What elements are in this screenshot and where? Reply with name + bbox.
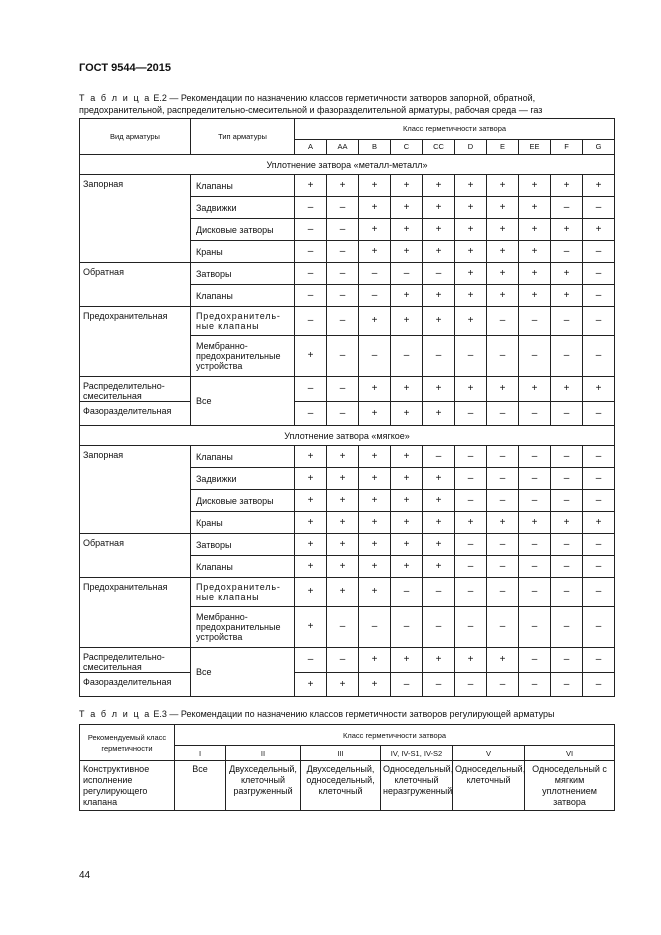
class-value: –	[391, 578, 423, 607]
class-value: +	[295, 534, 327, 556]
class-value: –	[327, 197, 359, 219]
valve-type: Задвижки	[191, 197, 295, 219]
class-value: –	[519, 468, 551, 490]
table-row	[80, 175, 615, 197]
valve-kind: Предохранительная	[80, 307, 191, 377]
section-title: Уплотнение затвора «мягкое»	[80, 426, 615, 446]
class-value: +	[423, 648, 455, 673]
class-value: –	[327, 402, 359, 426]
valve-kind: Предохранительная	[80, 578, 191, 648]
class-value: +	[455, 241, 487, 263]
class-value: +	[295, 446, 327, 468]
class-value: –	[551, 673, 583, 697]
class-value: +	[359, 219, 391, 241]
class-value: –	[423, 673, 455, 697]
class-value: +	[455, 377, 487, 402]
class-value: +	[423, 490, 455, 512]
class-value: +	[455, 219, 487, 241]
class-value: +	[391, 490, 423, 512]
class-value: –	[327, 648, 359, 673]
class-header: F	[551, 140, 583, 155]
class-value: +	[327, 673, 359, 697]
class-value: –	[295, 402, 327, 426]
class-value: +	[455, 307, 487, 336]
valve-kind: Запорная	[80, 446, 191, 534]
class-value: –	[327, 241, 359, 263]
valve-type: Мембранно-предохранительные устройства	[191, 336, 295, 377]
table-row	[80, 648, 615, 673]
valve-type: Предохранитель-ные клапаны	[191, 307, 295, 336]
table-title: — Рекомендации по назначению классов герметичности затворов запорной, обратной, предохранительной, распределительно-смесительной и фазоразделительной арматуры, рабочая среда — газ	[79, 93, 543, 115]
class-header: II	[226, 746, 301, 761]
valve-type: Клапаны	[191, 175, 295, 197]
class-value: –	[551, 468, 583, 490]
class-value: +	[359, 402, 391, 426]
class-value: +	[423, 307, 455, 336]
class-value: –	[551, 556, 583, 578]
class-value: –	[487, 446, 519, 468]
class-value: +	[391, 556, 423, 578]
class-value: +	[487, 241, 519, 263]
class-value: –	[455, 402, 487, 426]
table-e2-caption	[79, 92, 615, 116]
class-value: –	[551, 241, 583, 263]
class-value: –	[423, 578, 455, 607]
class-value: –	[551, 490, 583, 512]
class-value: –	[519, 556, 551, 578]
class-header: G	[583, 140, 615, 155]
class-value: +	[359, 556, 391, 578]
class-value: –	[295, 197, 327, 219]
class-value: +	[295, 578, 327, 607]
class-value: –	[551, 534, 583, 556]
document-code: ГОСТ 9544—2015	[79, 62, 172, 74]
valve-kind: Запорная	[80, 175, 191, 263]
class-value: –	[487, 578, 519, 607]
table-e2	[79, 118, 615, 697]
class-value: –	[359, 285, 391, 307]
class-value: +	[391, 468, 423, 490]
class-value: +	[359, 307, 391, 336]
class-value: –	[295, 285, 327, 307]
class-value: –	[519, 336, 551, 377]
class-value: –	[455, 578, 487, 607]
class-value: –	[295, 377, 327, 402]
class-value: –	[359, 607, 391, 648]
class-value: –	[583, 285, 615, 307]
class-value: +	[359, 673, 391, 697]
class-value: –	[391, 336, 423, 377]
table-number: Е.2	[150, 93, 167, 103]
class-header: I	[175, 746, 226, 761]
class-value: –	[455, 673, 487, 697]
class-value: –	[583, 263, 615, 285]
col-header-class: Класс герметичности затвора	[175, 725, 615, 746]
valve-kind: Фазоразделительная	[80, 402, 191, 426]
class-value: +	[327, 534, 359, 556]
class-value: +	[359, 648, 391, 673]
class-value: +	[423, 175, 455, 197]
class-value: +	[391, 512, 423, 534]
class-value: +	[295, 336, 327, 377]
class-header: AA	[327, 140, 359, 155]
class-value: –	[583, 241, 615, 263]
valve-kind: Обратная	[80, 534, 191, 578]
class-value: –	[551, 197, 583, 219]
valve-type: Клапаны	[191, 556, 295, 578]
valve-kind: Обратная	[80, 263, 191, 307]
class-value: +	[359, 512, 391, 534]
table-row	[80, 446, 615, 468]
class-value: –	[551, 336, 583, 377]
design-value: Односедельный, клеточный	[453, 761, 525, 811]
class-value: +	[391, 285, 423, 307]
class-value: –	[391, 607, 423, 648]
class-value: +	[519, 377, 551, 402]
class-value: –	[327, 285, 359, 307]
class-value: +	[423, 556, 455, 578]
class-value: +	[519, 219, 551, 241]
class-value: +	[487, 512, 519, 534]
class-value: –	[583, 534, 615, 556]
class-value: +	[583, 175, 615, 197]
design-value: Односедельный, клеточный неразгруженный	[381, 761, 453, 811]
table-number: Е.3	[150, 709, 167, 719]
table-row	[80, 761, 615, 811]
class-value: +	[391, 175, 423, 197]
class-value: +	[391, 219, 423, 241]
design-value: Все	[175, 761, 226, 811]
class-value: –	[295, 648, 327, 673]
class-value: +	[455, 263, 487, 285]
class-value: +	[295, 607, 327, 648]
class-value: +	[455, 285, 487, 307]
class-value: –	[455, 534, 487, 556]
class-value: +	[487, 648, 519, 673]
valve-type: Мембранно-предохранительные устройства	[191, 607, 295, 648]
class-value: –	[423, 336, 455, 377]
class-header: C	[391, 140, 423, 155]
class-value: +	[423, 377, 455, 402]
page-number: 44	[79, 870, 91, 881]
class-value: +	[583, 377, 615, 402]
class-value: –	[583, 648, 615, 673]
class-value: –	[423, 446, 455, 468]
class-header: E	[487, 140, 519, 155]
section-row	[80, 426, 615, 446]
table-row	[80, 578, 615, 607]
class-value: –	[487, 307, 519, 336]
class-value: +	[423, 285, 455, 307]
class-value: +	[359, 578, 391, 607]
class-header: B	[359, 140, 391, 155]
class-value: –	[455, 490, 487, 512]
class-value: +	[551, 512, 583, 534]
class-value: –	[583, 673, 615, 697]
class-value: –	[583, 197, 615, 219]
class-value: +	[391, 377, 423, 402]
class-header: VI	[525, 746, 615, 761]
class-value: +	[455, 512, 487, 534]
class-value: –	[519, 534, 551, 556]
class-value: –	[487, 556, 519, 578]
row-label: Конструктивное исполнение регулирующего клапана	[80, 761, 175, 811]
class-value: +	[327, 446, 359, 468]
class-value: +	[551, 285, 583, 307]
class-value: +	[295, 673, 327, 697]
class-value: –	[423, 263, 455, 285]
valve-type: Все	[191, 377, 295, 426]
valve-type: Предохранитель-ные клапаны	[191, 578, 295, 607]
table-row	[80, 377, 615, 402]
class-value: +	[359, 175, 391, 197]
class-value: +	[295, 512, 327, 534]
class-value: –	[519, 648, 551, 673]
class-value: +	[423, 241, 455, 263]
valve-type: Затворы	[191, 263, 295, 285]
class-value: +	[455, 648, 487, 673]
class-value: +	[551, 175, 583, 197]
class-value: –	[487, 490, 519, 512]
valve-type: Дисковые затворы	[191, 490, 295, 512]
class-value: –	[583, 490, 615, 512]
class-value: –	[583, 402, 615, 426]
class-value: +	[327, 468, 359, 490]
class-header: V	[453, 746, 525, 761]
col-header-type: Тип арматуры	[191, 119, 295, 155]
class-value: –	[583, 336, 615, 377]
class-value: –	[487, 402, 519, 426]
class-value: +	[551, 263, 583, 285]
class-value: +	[295, 175, 327, 197]
class-value: +	[391, 648, 423, 673]
valve-type: Краны	[191, 512, 295, 534]
class-value: +	[295, 490, 327, 512]
table-label: Т а б л и ц а	[79, 93, 151, 103]
class-value: +	[487, 175, 519, 197]
valve-kind: Распределительно-смесительная	[80, 648, 191, 673]
class-value: –	[359, 336, 391, 377]
valve-type: Клапаны	[191, 285, 295, 307]
class-value: +	[487, 263, 519, 285]
class-value: –	[583, 468, 615, 490]
class-value: –	[295, 241, 327, 263]
class-value: +	[551, 377, 583, 402]
class-value: –	[391, 263, 423, 285]
class-header: IV, IV-S1, IV-S2	[381, 746, 453, 761]
class-value: –	[487, 468, 519, 490]
class-value: +	[455, 175, 487, 197]
class-value: –	[391, 673, 423, 697]
class-value: –	[327, 377, 359, 402]
class-value: –	[519, 607, 551, 648]
class-value: –	[359, 263, 391, 285]
valve-type: Клапаны	[191, 446, 295, 468]
table-label: Т а б л и ц а	[79, 709, 151, 719]
section-row	[80, 155, 615, 175]
class-value: –	[295, 219, 327, 241]
class-value: –	[551, 578, 583, 607]
class-value: +	[487, 219, 519, 241]
design-value: Двухседельный, односедельный, клеточный	[301, 761, 381, 811]
table-title: — Рекомендации по назначению классов герметичности затворов регулирующей арматуры	[166, 709, 555, 719]
class-value: +	[487, 285, 519, 307]
table-e3-caption	[79, 708, 615, 720]
valve-type: Затворы	[191, 534, 295, 556]
class-value: +	[327, 556, 359, 578]
design-value: Двухседельный, клеточный разгруженный	[226, 761, 301, 811]
class-value: +	[359, 241, 391, 263]
design-value: Односедельный с мягким уплотнением затвора	[525, 761, 615, 811]
class-value: +	[487, 377, 519, 402]
class-value: +	[423, 512, 455, 534]
class-value: –	[583, 578, 615, 607]
class-value: –	[487, 607, 519, 648]
table-row	[80, 263, 615, 285]
class-value: –	[519, 490, 551, 512]
class-value: +	[359, 468, 391, 490]
table-row	[80, 307, 615, 336]
valve-type: Все	[191, 648, 295, 697]
class-value: +	[391, 307, 423, 336]
class-value: –	[487, 673, 519, 697]
table-row	[80, 673, 615, 697]
col-header-kind: Вид арматуры	[80, 119, 191, 155]
class-value: –	[423, 607, 455, 648]
class-value: –	[583, 446, 615, 468]
class-value: –	[455, 556, 487, 578]
class-value: –	[295, 307, 327, 336]
col-header-recommended-class: Рекомендуемый класс герметичности	[80, 725, 175, 761]
class-value: –	[455, 446, 487, 468]
class-value: +	[327, 175, 359, 197]
class-value: –	[551, 648, 583, 673]
class-value: +	[519, 263, 551, 285]
class-value: –	[327, 307, 359, 336]
class-value: +	[391, 402, 423, 426]
class-value: +	[423, 534, 455, 556]
section-title: Уплотнение затвора «металл-металл»	[80, 155, 615, 175]
class-value: +	[423, 219, 455, 241]
class-value: +	[327, 490, 359, 512]
class-value: +	[519, 285, 551, 307]
class-value: –	[583, 556, 615, 578]
class-value: +	[423, 402, 455, 426]
class-value: –	[327, 607, 359, 648]
class-header: EE	[519, 140, 551, 155]
class-value: +	[583, 219, 615, 241]
class-value: –	[519, 446, 551, 468]
class-value: +	[391, 534, 423, 556]
class-value: +	[295, 468, 327, 490]
class-value: +	[487, 197, 519, 219]
class-value: +	[391, 241, 423, 263]
class-value: +	[359, 197, 391, 219]
class-value: –	[455, 468, 487, 490]
class-value: +	[359, 377, 391, 402]
class-value: +	[359, 446, 391, 468]
class-header: D	[455, 140, 487, 155]
class-value: –	[519, 402, 551, 426]
class-value: –	[551, 402, 583, 426]
valve-kind: Распределительно-смесительная	[80, 377, 191, 402]
class-value: –	[519, 673, 551, 697]
class-value: +	[359, 534, 391, 556]
class-header: CC	[423, 140, 455, 155]
class-value: –	[327, 336, 359, 377]
class-value: –	[519, 578, 551, 607]
table-e3	[79, 724, 615, 811]
class-value: –	[455, 607, 487, 648]
col-header-class: Класс герметичности затвора	[295, 119, 615, 140]
class-value: –	[327, 263, 359, 285]
class-header: III	[301, 746, 381, 761]
class-value: +	[391, 197, 423, 219]
class-value: +	[583, 512, 615, 534]
class-value: –	[327, 219, 359, 241]
class-value: +	[423, 468, 455, 490]
class-value: –	[583, 307, 615, 336]
class-value: +	[391, 446, 423, 468]
class-value: –	[295, 263, 327, 285]
class-value: +	[551, 219, 583, 241]
class-value: –	[551, 307, 583, 336]
class-value: +	[327, 512, 359, 534]
class-value: –	[487, 534, 519, 556]
class-value: –	[519, 307, 551, 336]
class-value: +	[519, 197, 551, 219]
valve-type: Задвижки	[191, 468, 295, 490]
class-value: +	[295, 556, 327, 578]
valve-kind: Фазоразделительная	[80, 673, 191, 697]
class-value: –	[487, 336, 519, 377]
table-row	[80, 534, 615, 556]
class-header: A	[295, 140, 327, 155]
table-row	[80, 402, 615, 426]
class-value: –	[583, 607, 615, 648]
class-value: +	[519, 241, 551, 263]
class-value: –	[551, 607, 583, 648]
class-value: +	[327, 578, 359, 607]
class-value: –	[455, 336, 487, 377]
class-value: +	[519, 512, 551, 534]
valve-type: Краны	[191, 241, 295, 263]
class-value: +	[455, 197, 487, 219]
valve-type: Дисковые затворы	[191, 219, 295, 241]
class-value: –	[551, 446, 583, 468]
class-value: +	[519, 175, 551, 197]
class-value: +	[423, 197, 455, 219]
class-value: +	[359, 490, 391, 512]
